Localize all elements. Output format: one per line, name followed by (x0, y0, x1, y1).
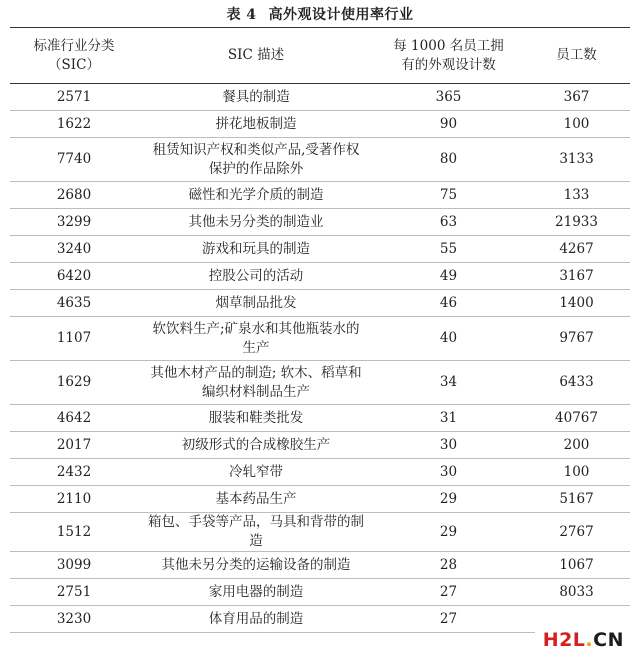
cell-employees: 1067 (559, 556, 594, 573)
cell-desc: 租赁知识产权和类似产品,受著作权保护的作品除外 (152, 141, 360, 177)
header-sic (10, 28, 138, 84)
cell-employees: 133 (563, 186, 590, 203)
table-row (10, 84, 630, 111)
table-row (10, 209, 630, 236)
cell-desc: 烟草制品批发 (215, 294, 297, 311)
header-rate-line2: 有的外观设计数 (401, 56, 496, 73)
table-row (10, 263, 630, 290)
cell-desc: 拼花地板制造 (215, 115, 297, 132)
cell-employees: 6433 (559, 374, 594, 390)
cell-desc: 软饮料生产;矿泉水和其他瓶装水的生产 (152, 320, 360, 356)
caption-title: 高外观设计使用率行业 (268, 7, 414, 23)
cell-desc: 箱包、手袋等产品，马具和背带的制造 (148, 514, 364, 549)
header-rate-line1: 每 1000 名员工拥 (393, 37, 504, 54)
cell-rate: 63 (439, 213, 458, 230)
table-caption (0, 6, 640, 24)
table-row (10, 459, 630, 486)
cell-sic: 1107 (56, 330, 92, 346)
cell-desc: 服装和鞋类批发 (208, 409, 304, 426)
cell-rate: 34 (439, 374, 458, 390)
cell-sic: 2680 (56, 186, 92, 203)
cell-sic: 2571 (56, 88, 92, 105)
cell-desc: 体育用品的制造 (208, 610, 304, 627)
cell-desc: 基本药品生产 (215, 490, 297, 507)
cell-rate: 30 (439, 436, 458, 453)
header-sic-line2: （SIC） (48, 56, 100, 73)
cell-desc: 磁性和光学介质的制造 (188, 186, 324, 203)
cell-sic: 3230 (56, 610, 92, 627)
header-desc: SIC 描述 (227, 47, 285, 63)
watermark-dot: . (585, 629, 594, 651)
cell-rate: 29 (439, 523, 458, 540)
cell-desc: 其他木材产品的制造; 软木、稻草和编织材料制品生产 (150, 364, 362, 400)
header-employees: 员工数 (556, 47, 597, 63)
cell-sic: 3240 (56, 240, 92, 257)
industry-table (10, 27, 630, 633)
table-row (10, 486, 630, 513)
table-row (10, 579, 630, 606)
table-row (10, 361, 630, 405)
watermark-part2: CN (593, 629, 624, 651)
cell-rate: 46 (439, 294, 458, 311)
cell-desc: 其他未另分类的运输设备的制造 (161, 556, 351, 573)
header-row (10, 28, 630, 84)
caption-number: 表 4 (226, 7, 257, 23)
cell-sic: 2432 (56, 463, 92, 480)
cell-employees: 21933 (555, 213, 598, 230)
table-row (10, 513, 630, 552)
table-row (10, 236, 630, 263)
cell-desc: 初级形式的合成橡胶生产 (181, 436, 331, 453)
cell-desc: 游戏和玩具的制造 (202, 240, 310, 257)
table-row (10, 432, 630, 459)
cell-rate: 29 (439, 490, 458, 507)
cell-employees: 9767 (559, 330, 594, 346)
cell-rate: 27 (439, 583, 458, 600)
cell-rate: 80 (439, 151, 458, 167)
cell-rate: 30 (439, 463, 458, 480)
cell-sic: 1622 (56, 115, 92, 132)
cell-employees: 40767 (555, 409, 598, 426)
cell-employees: 100 (563, 115, 590, 132)
table-row (10, 552, 630, 579)
cell-rate: 365 (435, 88, 462, 105)
table-body (10, 84, 630, 633)
table-row (10, 182, 630, 209)
cell-rate: 49 (439, 267, 458, 284)
cell-sic: 2017 (56, 436, 92, 453)
cell-rate: 40 (439, 330, 458, 346)
cell-desc: 冷轧窄带 (229, 463, 283, 480)
cell-employees: 3167 (559, 267, 594, 284)
cell-sic: 2751 (56, 583, 92, 600)
cell-employees: 5167 (559, 490, 594, 507)
cell-employees: 100 (563, 463, 590, 480)
cell-employees: 367 (563, 88, 590, 105)
site-watermark (535, 629, 632, 651)
cell-rate: 55 (439, 240, 458, 257)
cell-desc: 餐具的制造 (222, 88, 290, 105)
cell-sic: 1512 (56, 523, 92, 540)
cell-rate: 27 (439, 610, 458, 627)
cell-sic: 4642 (56, 409, 92, 426)
cell-desc: 其他未另分类的制造业 (188, 213, 324, 230)
cell-rate: 75 (439, 186, 458, 203)
table-row (10, 405, 630, 432)
table-row (10, 138, 630, 182)
cell-employees: 2767 (559, 523, 594, 540)
cell-rate: 28 (439, 556, 458, 573)
header-rate (374, 28, 523, 84)
cell-sic: 7740 (56, 151, 92, 167)
header-sic-line1: 标准行业分类 (33, 37, 115, 54)
cell-sic: 1629 (56, 374, 92, 390)
watermark-part1: H2L (542, 629, 586, 651)
table-row (10, 290, 630, 317)
cell-employees: 3133 (559, 151, 594, 167)
table-row (10, 317, 630, 361)
cell-rate: 31 (439, 409, 458, 426)
cell-employees: 4267 (559, 240, 594, 257)
cell-employees: 1400 (559, 294, 594, 311)
table-row (10, 111, 630, 138)
cell-employees: 200 (563, 436, 590, 453)
cell-sic: 2110 (56, 490, 92, 507)
cell-sic: 6420 (56, 267, 92, 284)
cell-sic: 4635 (56, 294, 92, 311)
cell-desc: 控股公司的活动 (208, 267, 304, 284)
cell-desc: 家用电器的制造 (208, 583, 304, 600)
cell-employees: 8033 (559, 583, 594, 600)
cell-sic: 3099 (56, 556, 92, 573)
cell-sic: 3299 (56, 213, 92, 230)
cell-rate: 90 (439, 115, 458, 132)
